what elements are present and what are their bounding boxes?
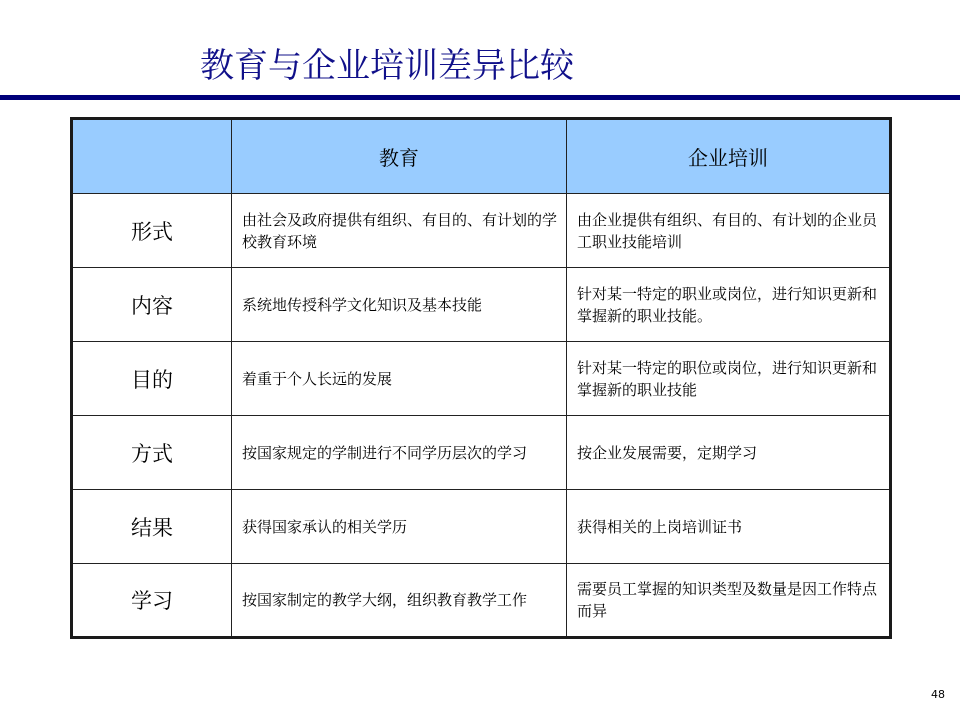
cell-education: 按国家规定的学制进行不同学历层次的学习 — [232, 416, 567, 490]
table-header-row — [72, 119, 891, 194]
slide-title: 教育与企业培训差异比较 — [200, 46, 574, 86]
row-label-learning: 学习 — [72, 564, 232, 638]
cell-education: 着重于个人长远的发展 — [232, 342, 567, 416]
table-row — [72, 564, 891, 638]
header-training: 企业培训 — [567, 119, 891, 194]
table-row — [72, 416, 891, 490]
title-divider — [0, 95, 960, 100]
row-label-method: 方式 — [72, 416, 232, 490]
cell-training: 针对某一特定的职位或岗位，进行知识更新和掌握新的职业技能 — [567, 342, 891, 416]
row-label-form: 形式 — [72, 194, 232, 268]
comparison-table — [70, 117, 892, 639]
cell-education: 系统地传授科学文化知识及基本技能 — [232, 268, 567, 342]
row-label-result: 结果 — [72, 490, 232, 564]
cell-training: 由企业提供有组织、有目的、有计划的企业员工职业技能培训 — [567, 194, 891, 268]
cell-training: 需要员工掌握的知识类型及数量是因工作特点而异 — [567, 564, 891, 638]
table-row — [72, 268, 891, 342]
cell-education: 由社会及政府提供有组织、有目的、有计划的学校教育环境 — [232, 194, 567, 268]
cell-training: 针对某一特定的职业或岗位，进行知识更新和掌握新的职业技能。 — [567, 268, 891, 342]
table-row — [72, 194, 891, 268]
cell-training: 获得相关的上岗培训证书 — [567, 490, 891, 564]
header-empty — [72, 119, 232, 194]
cell-training: 按企业发展需要，定期学习 — [567, 416, 891, 490]
row-label-content: 内容 — [72, 268, 232, 342]
cell-education: 获得国家承认的相关学历 — [232, 490, 567, 564]
cell-education: 按国家制定的教学大纲，组织教育教学工作 — [232, 564, 567, 638]
page-number: 48 — [931, 688, 945, 701]
header-education: 教育 — [232, 119, 567, 194]
table-row — [72, 490, 891, 564]
table-row — [72, 342, 891, 416]
row-label-purpose: 目的 — [72, 342, 232, 416]
